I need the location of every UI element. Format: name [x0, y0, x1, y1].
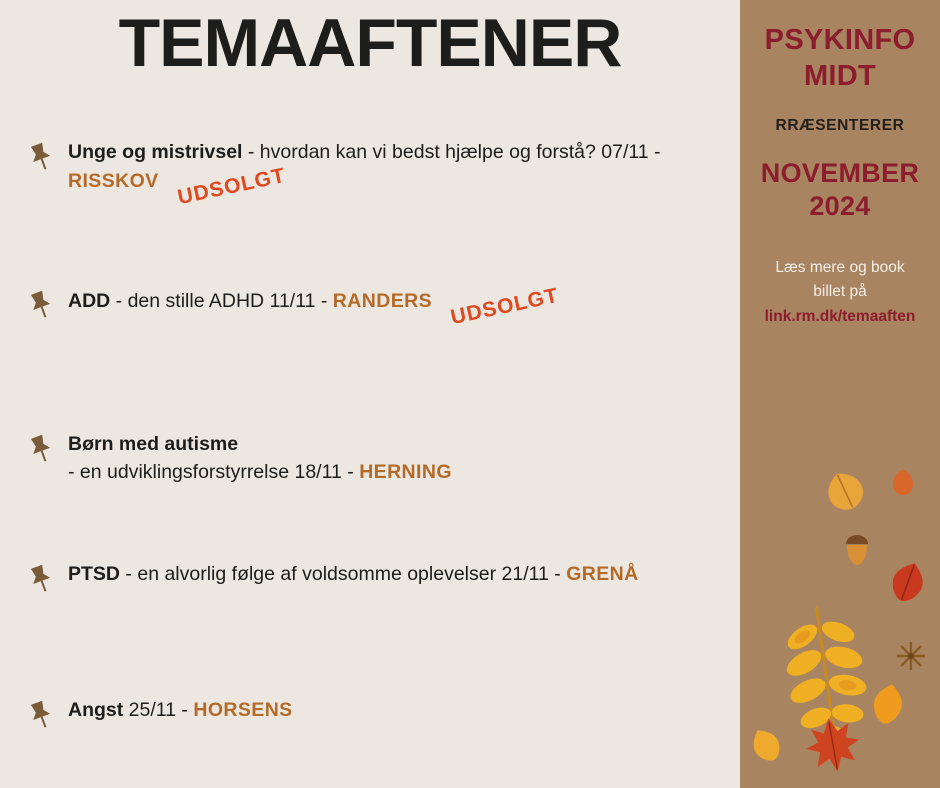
event-city: RANDERS — [332, 290, 433, 312]
maple-leaf-icon — [802, 714, 864, 781]
pushpin-icon — [24, 562, 58, 596]
booking-note — [740, 256, 940, 304]
month-year — [740, 157, 940, 225]
event-title: Børn med autisme — [68, 433, 239, 455]
event-text — [68, 430, 724, 487]
event-title: ADD — [68, 290, 111, 312]
page-title: TEMAAFTENER — [118, 5, 622, 81]
pushpin-icon — [24, 140, 58, 174]
leaf-icon — [890, 468, 916, 501]
event-text — [68, 696, 724, 724]
status-badge: UDSOLGT — [448, 283, 561, 330]
brand-line-1: PSYKINFO — [764, 24, 916, 56]
event-city: HERNING — [359, 461, 452, 484]
month-label: NOVEMBER — [760, 157, 920, 188]
event-city: GRENÅ — [566, 563, 639, 585]
brand-line-2: MIDT — [803, 60, 877, 93]
event-description: - en udviklingsforstyrrelse 18/11 - — [68, 461, 360, 484]
event-description: - en alvorlig følge af voldsomme oplevelser 21/11 - — [120, 563, 567, 585]
list-item[interactable] — [24, 138, 724, 230]
leaf-icon — [886, 560, 930, 609]
event-description: - den stille ADHD 11/11 - — [110, 290, 333, 312]
list-item[interactable] — [24, 430, 724, 522]
event-description: 25/11 - — [123, 699, 194, 721]
leaf-icon — [822, 470, 868, 517]
booking-link[interactable]: link.rm.dk/temaaften — [764, 308, 916, 326]
event-title: Angst — [68, 699, 124, 721]
pushpin-icon — [24, 432, 58, 466]
pushpin-icon — [24, 288, 58, 322]
event-list — [24, 138, 724, 788]
presents-label: RRÆSENTERER — [775, 116, 905, 134]
poster-sidebar — [740, 0, 940, 788]
list-item[interactable] — [24, 696, 724, 788]
autumn-leaves-decoration — [740, 450, 940, 788]
event-title: PTSD — [68, 563, 121, 585]
event-city: HORSENS — [193, 699, 293, 721]
event-city: RISSKOV — [68, 170, 159, 193]
brand-name — [740, 22, 940, 95]
leaf-icon — [868, 682, 908, 731]
star-anise-icon — [895, 640, 927, 677]
event-description: - hvordan kan vi bedst hjælpe og forstå? 07/11 - — [242, 141, 661, 163]
event-title: Unge og mistrivsel — [68, 141, 243, 163]
acorn-icon — [840, 532, 874, 573]
year-label: 2024 — [809, 191, 871, 222]
booking-note-line-2: billet på — [813, 283, 867, 301]
list-item[interactable] — [24, 560, 724, 652]
status-badge: UDSOLGT — [175, 164, 288, 210]
list-item[interactable] — [24, 283, 724, 378]
event-text — [68, 138, 724, 210]
pushpin-icon — [24, 698, 58, 732]
booking-note-line-1: Læs mere og book — [775, 259, 905, 276]
event-text — [68, 560, 724, 588]
event-text — [68, 283, 724, 330]
leaf-icon — [748, 726, 784, 769]
